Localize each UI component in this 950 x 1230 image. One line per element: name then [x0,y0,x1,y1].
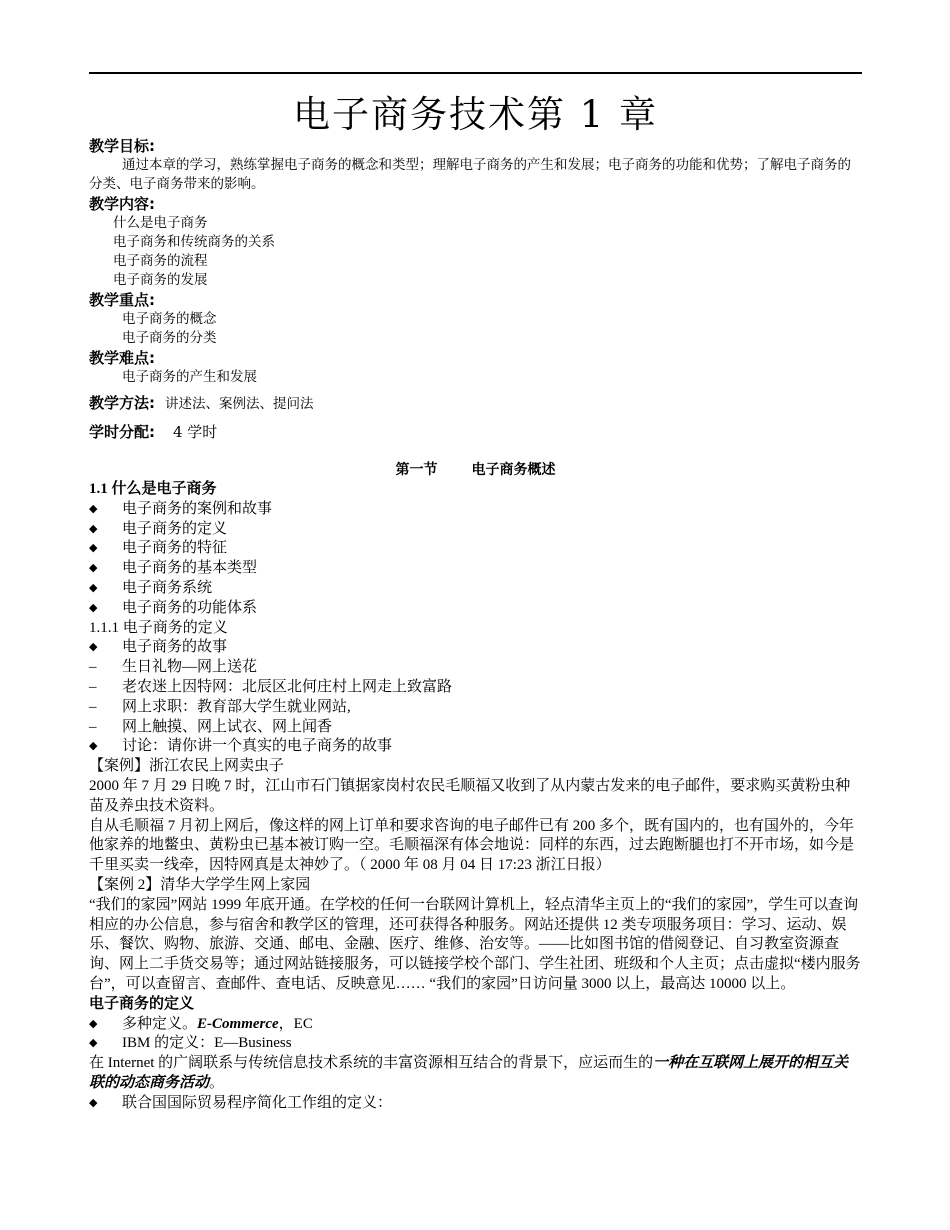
method-text: 讲述法、案例法、提问法 [165,396,314,412]
case2-paragraph: “我们的家园”网站 1999 年底开通。在学校的任何一台联网计算机上，轻点清华主页上的“我们的家园”，学生可以查询相应的办公信息，参与宿舍和教学区的管理，还可获得各种服务。网站还提供 12 类专项服务项目：学习、运动、娱乐、餐饮、购物、旅游、交通、邮电、金融、医疗、维修、治安等。——比如图书馆的借阅登记、自习教室资源查询、网上二手货交易等；通过网站链接服务，可以链接学校个部门、学生社团、班级和个人主页；点击虚拟“楼内服务台”，可以查留言、查邮件、查电话、反映意见…… “我们的家园”日访问量 3000 以上，最高达 10000 以上。 [89,896,861,992]
section-title [89,460,862,480]
list-item: – 老农迷上因特网：北辰区北何庄村上网走上致富路 [89,678,862,698]
section-1-1-heading: 1.1 什么是电子商务 [89,481,217,497]
list-item: ◆ 电子商务的案例和故事 [89,500,862,520]
header-rule [89,72,862,74]
section-name: 电子商务概述 [471,462,556,478]
section-1-1-1-heading: 1.1.1 电子商务的定义 [89,619,228,636]
diamond-bullet-icon: ◆ [89,542,98,555]
hours-text: 4 学时 [173,423,218,441]
goal-text: 通过本章的学习，熟练掌握电子商务的概念和类型；理解电子商务的产生和发展；电子商务的功能和优势；了解电子商务的分类、电子商务带来的影响。 [89,157,851,192]
case2-title: 【案例 2】清华大学学生网上家园 [89,876,311,893]
list-item: – 网上触摸、网上试衣、网上闻香 [89,718,862,738]
key-label: 教学重点: [89,291,155,309]
dash-bullet-icon: – [89,718,97,735]
diamond-bullet-icon: ◆ [89,740,98,753]
diamond-bullet-icon: ◆ [89,1017,98,1030]
list-item: ◆ 电子商务的特征 [89,539,862,559]
definition-heading: 电子商务的定义 [89,995,195,1012]
case1-paragraph: 2000 年 7 月 29 日晚 7 时，江山市石门镇据家岗村农民毛顺福又收到了从内蒙古发来的电子邮件，要求购买黄粉虫种苗及养虫技术资料。 [89,777,851,814]
method-row [89,393,862,414]
hours-row [89,422,862,442]
list-item: ◆ 联合国国际贸易程序简化工作组的定义： [89,1094,862,1114]
list-item: – 生日礼物—网上送花 [89,658,862,678]
content-item: 什么是电子商务 [113,215,208,231]
diamond-bullet-icon: ◆ [89,601,98,614]
list-item: ◆ 电子商务系统 [89,579,862,599]
dash-bullet-icon: – [89,698,97,715]
case1-paragraph: 自从毛顺福 7 月初上网后，像这样的网上订单和要求咨询的电子邮件已有 200 多个，既有国内的，也有国外的，今年他家养的地鳖虫、黄粉虫已基本被订购一空。毛顺福深有体会地说：同样的东西，过去跑断腿也打不开市场，如今是千里买卖一线牵，因特网真是太神妙了。（ 2000 年 08 月 04 日 17:23 浙江日报） [89,817,855,874]
list-item: ◆ 多种定义。E-Commerce，EC [89,1015,862,1035]
content-item: 电子商务的发展 [113,272,208,288]
list-item: ◆ 讨论：请你讲一个真实的电子商务的故事 [89,737,862,757]
goal-label: 教学目标: [89,137,155,155]
hours-label: 学时分配: [89,423,155,441]
diamond-bullet-icon: ◆ [89,522,98,535]
list-item: ◆ 电子商务的定义 [89,520,862,540]
difficulty-item: 电子商务的产生和发展 [122,369,257,385]
document-body [89,136,862,1114]
content-item: 电子商务的流程 [113,253,208,269]
content-label: 教学内容: [89,195,155,213]
diamond-bullet-icon: ◆ [89,581,98,594]
dash-bullet-icon: – [89,659,97,676]
case1-title: 【案例】浙江农民上网卖虫子 [89,758,285,775]
diamond-bullet-icon: ◆ [89,641,98,654]
diamond-bullet-icon: ◆ [89,562,98,575]
list-item: ◆ IBM 的定义：E—Business [89,1034,862,1054]
key-item: 电子商务的概念 [122,311,217,327]
method-label: 教学方法: [89,394,155,412]
diamond-bullet-icon: ◆ [89,1096,98,1109]
list-item: ◆ 电子商务的功能体系 [89,599,862,619]
page-title: 电子商务技术第 1 章 [292,93,659,136]
list-item: – 网上求职：教育部大学生就业网站, [89,698,862,718]
content-item: 电子商务和传统商务的关系 [113,234,275,250]
diamond-bullet-icon: ◆ [89,502,98,515]
definition-paragraph: 在 Internet 的广阔联系与传统信息技术系统的丰富资源相互结合的背景下，应运而生的一种在互联网上展开的相互关联的动态商务活动。 [89,1055,849,1091]
key-item: 电子商务的分类 [122,330,217,346]
diamond-bullet-icon: ◆ [89,1037,98,1050]
list-item: ◆ 电子商务的故事 [89,638,862,658]
list-item: ◆ 电子商务的基本类型 [89,559,862,579]
section-number: 第一节 [395,462,438,478]
difficulty-label: 教学难点: [89,349,155,367]
dash-bullet-icon: – [89,678,97,695]
